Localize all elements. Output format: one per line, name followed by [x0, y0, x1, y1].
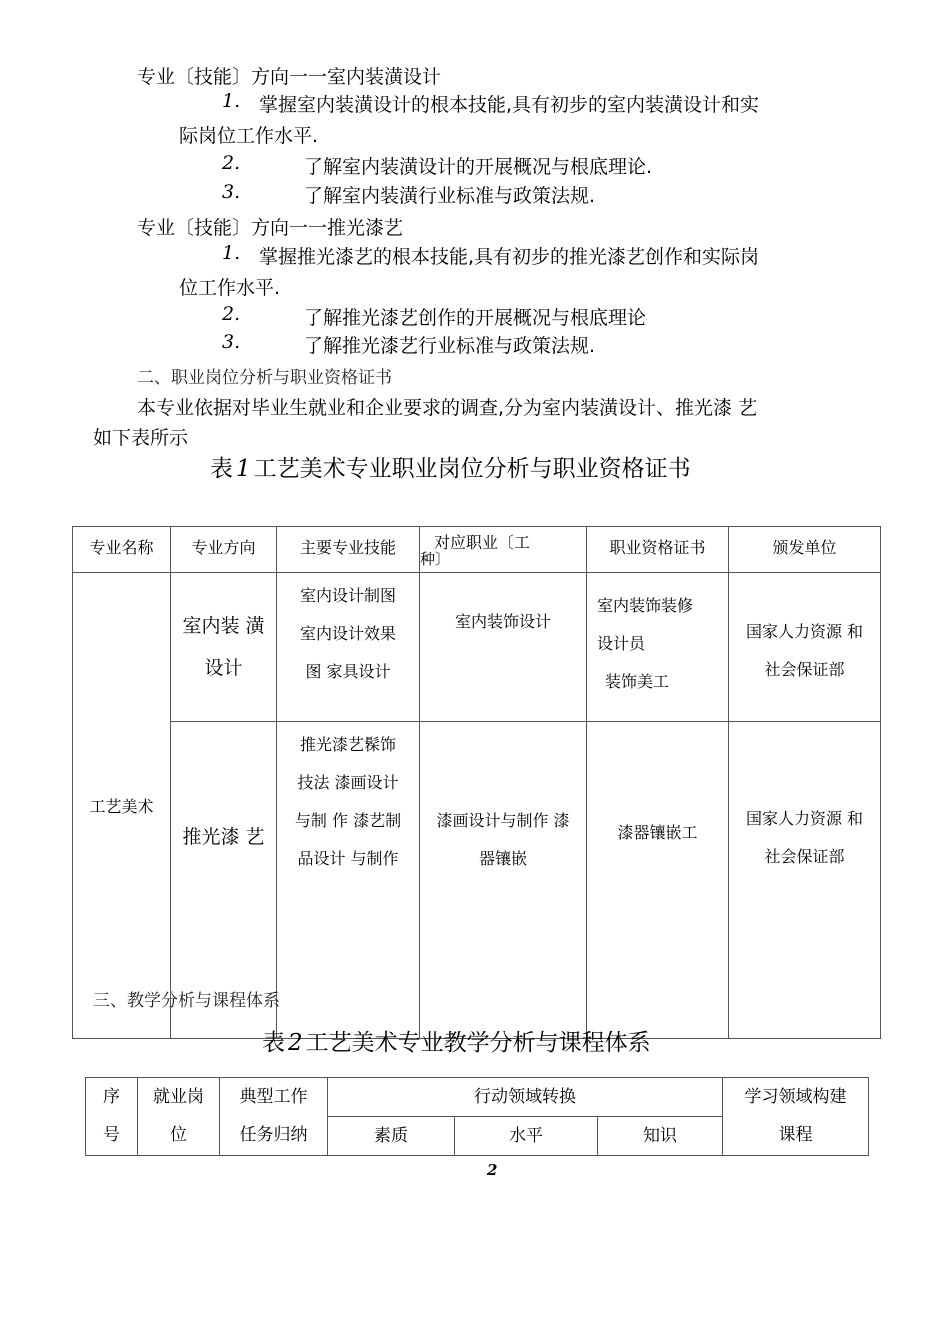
- header-occupation-line2: 种〕: [420, 550, 451, 568]
- table-header-row: [86, 1078, 869, 1117]
- certificate-line: 装饰美工: [605, 672, 670, 691]
- certificate-line: 设计员: [597, 634, 646, 653]
- header-seq: [86, 1078, 138, 1156]
- header-seq-line2: 号: [103, 1125, 120, 1145]
- table2-caption-number: 2: [288, 1030, 303, 1056]
- header-job-line1: 就业岗: [153, 1087, 204, 1107]
- issuer-cell-interior: [729, 573, 881, 722]
- occupation-line2: 器镶嵌: [478, 849, 527, 868]
- issuer-cell-lacquer: [729, 722, 881, 1039]
- header-task-line1: 典型工作: [239, 1087, 308, 1107]
- lacquer-item3-number: 3.: [222, 331, 241, 353]
- header-occupation: [420, 527, 587, 573]
- interior-item1-number: 1.: [222, 90, 241, 112]
- header-seq-line1: 序: [103, 1087, 120, 1107]
- skill-line: 室内设计效果: [299, 624, 396, 643]
- skill-line: 室内设计制图: [299, 586, 396, 605]
- skills-cell-interior: [277, 573, 420, 722]
- lacquer-item1-number: 1.: [222, 242, 241, 264]
- header-job: [138, 1078, 220, 1156]
- certificate-cell-lacquer: 漆器镶嵌工: [587, 722, 729, 1039]
- direction-cell-interior: [171, 573, 277, 722]
- issuer-line1: 国家人力资源 和: [745, 809, 864, 828]
- header-certificate: 职业资格证书: [587, 527, 729, 573]
- header-level: 水平: [455, 1117, 598, 1156]
- interior-direction-title: 专业〔技能〕方向一一室内装潢设计: [137, 66, 442, 88]
- skill-line: 品设计 与制作: [297, 849, 399, 868]
- lacquer-item1-line1: 掌握推光漆艺的根本技能,具有初步的推光漆艺创作和实际岗: [259, 246, 760, 268]
- interior-item1-line1: 掌握室内装潢设计的根本技能,具有初步的室内装潢设计和实: [259, 94, 760, 116]
- career-analysis-table: [72, 526, 881, 1039]
- table1-caption: [210, 450, 691, 483]
- header-action-domain: 行动领域转换: [328, 1078, 723, 1117]
- header-occupation-line1: 对应职业〔工: [434, 533, 531, 552]
- skill-line: 推光漆艺髹饰: [299, 735, 396, 754]
- table-row: [73, 573, 881, 722]
- lacquer-item2-text: 了解推光漆艺创作的开展概况与根底理论: [304, 307, 647, 329]
- section2-heading: 二、职业岗位分析与职业资格证书: [137, 368, 392, 388]
- issuer-line1: 国家人力资源 和: [745, 622, 864, 641]
- lacquer-item1-line2: 位工作水平.: [179, 277, 281, 299]
- occupation-cell-interior: 室内装饰设计: [420, 573, 587, 722]
- table1-caption-number: 1: [236, 456, 251, 482]
- table2-caption-prefix: 表: [262, 1030, 285, 1056]
- skills-cell-lacquer: [277, 722, 420, 1039]
- certificate-cell-interior: [587, 573, 729, 722]
- major-name-cell: 工艺美术: [73, 573, 171, 1039]
- header-knowledge: 知识: [598, 1117, 723, 1156]
- skill-line: 图 家具设计: [305, 662, 391, 681]
- header-course-line2: 课程: [778, 1125, 813, 1145]
- header-task-line2: 任务归纳: [239, 1125, 308, 1145]
- interior-item3-number: 3.: [222, 181, 241, 203]
- header-major-name: 专业名称: [73, 527, 171, 573]
- table-header-row: [73, 527, 881, 573]
- issuer-line2: 社会保证部: [764, 660, 845, 679]
- interior-item2-number: 2.: [222, 152, 241, 174]
- section2-paragraph-line2: 如下表所示: [93, 427, 189, 449]
- lacquer-direction-title: 专业〔技能〕方向一一推光漆艺: [137, 217, 404, 239]
- lacquer-item3-text: 了解推光漆艺行业标准与政策法规.: [304, 335, 596, 357]
- interior-item2-text: 了解室内装潢设计的开展概况与根底理论.: [304, 156, 653, 178]
- table2-caption-text: 工艺美术专业教学分析与课程体系: [305, 1030, 651, 1056]
- table1-caption-text: 工艺美术专业职业岗位分析与职业资格证书: [253, 456, 691, 482]
- interior-item3-text: 了解室内装潢行业标准与政策法规.: [304, 185, 596, 207]
- header-direction: 专业方向: [171, 527, 277, 573]
- header-main-skills: 主要专业技能: [277, 527, 420, 573]
- table2-caption: [262, 1024, 651, 1057]
- header-job-line2: 位: [170, 1125, 187, 1145]
- direction-interior-line2: 设计: [204, 657, 243, 679]
- lacquer-item2-number: 2.: [222, 303, 241, 325]
- interior-item1-line2: 际岗位工作水平.: [179, 125, 319, 147]
- direction-cell-lacquer: 推光漆 艺: [171, 722, 277, 1039]
- direction-interior-line1: 室内装 潢: [182, 615, 265, 637]
- course-system-table: [85, 1077, 869, 1156]
- skill-line: 与制 作 漆艺制: [294, 811, 402, 830]
- header-course-line1: 学习领域构建: [744, 1087, 847, 1107]
- header-course: [723, 1078, 869, 1156]
- issuer-line2: 社会保证部: [764, 847, 845, 866]
- table1-caption-prefix: 表: [210, 456, 233, 482]
- page-number: 2: [487, 1161, 498, 1179]
- skill-line: 技法 漆画设计: [297, 773, 399, 792]
- header-task: [220, 1078, 328, 1156]
- header-quality: 素质: [328, 1117, 455, 1156]
- section3-heading: 三、教学分析与课程体系: [93, 991, 280, 1011]
- occupation-line1: 漆画设计与制作 漆: [436, 811, 570, 830]
- occupation-cell-lacquer: [420, 722, 587, 1039]
- header-issuer: 颁发单位: [729, 527, 881, 573]
- certificate-line: 室内装饰装修: [597, 596, 694, 615]
- section2-paragraph-line1: 本专业依据对毕业生就业和企业要求的调查,分为室内装潢设计、推光漆 艺: [137, 397, 758, 419]
